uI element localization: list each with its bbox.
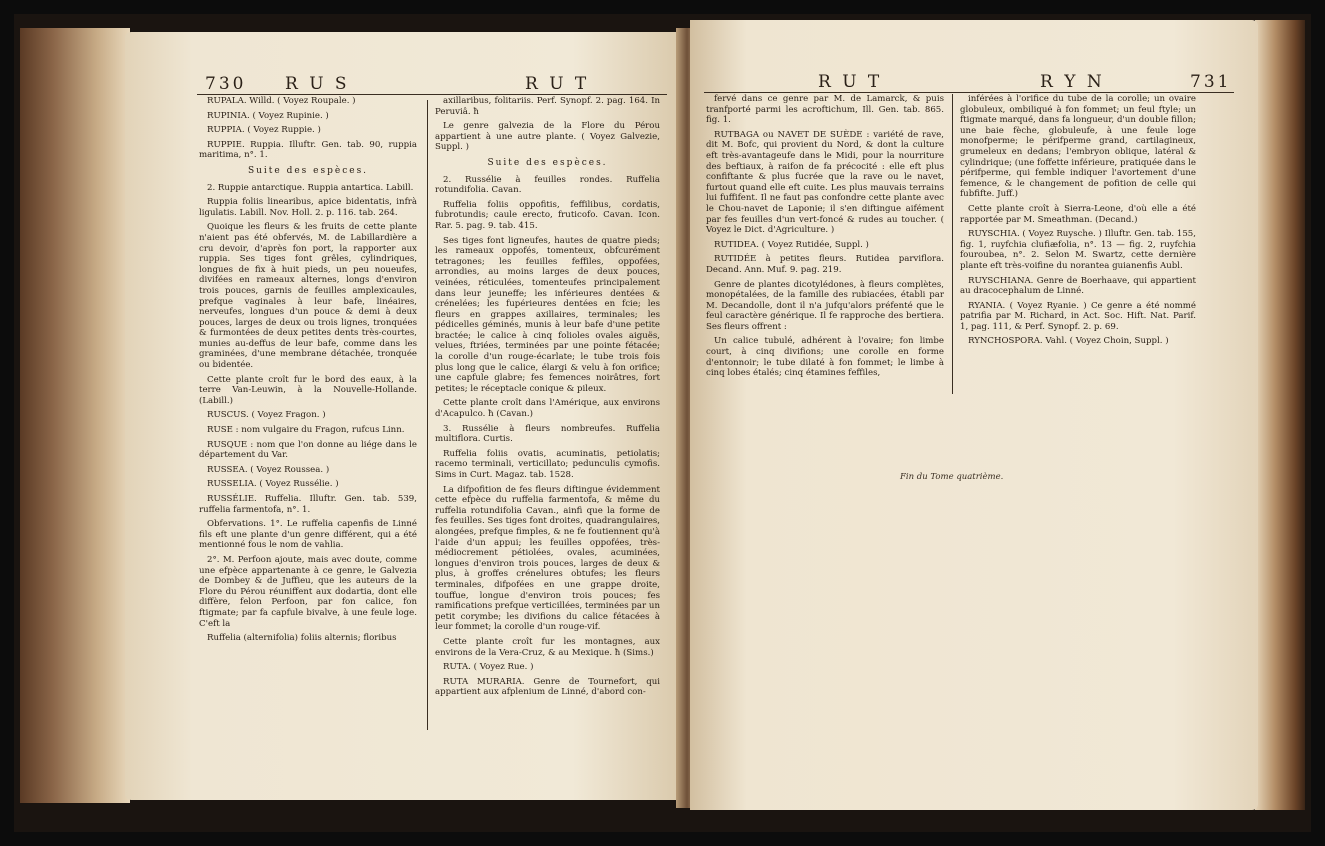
paragraph: RUSSELIA. ( Voyez Russélie. ) xyxy=(207,479,339,490)
right-page-edges xyxy=(1255,20,1305,810)
left-column-2 xyxy=(435,96,660,702)
paragraph: Genre de plantes dicotylédones, à fleurs complètes, monopétalées, de la famille des rubiacées, établi par M. Decandolle, dont il n'a jufqu'alors préfenté que le feul caractère générique. Il fe rapproche des bertiera. Ses fleurs offrent : xyxy=(706,279,944,332)
paragraph: 2°. M. Perfoon ajoute, mais avec doute, comme une efpèce appartenante à ce genre, le Galvezia de Dombey & de Juffieu, que les auteurs de la Flore du Pérou réuniffent aux dodartia, dont elle diffère, felon Perfoon, par fon calice, fon ftigmate; par fa capfule bivalve, à une feule loge. C'eft la xyxy=(199,554,417,629)
running-head-left-2: R U T xyxy=(525,74,590,94)
paragraph: RUPPIA. ( Voyez Ruppie. ) xyxy=(207,125,321,136)
paragraph: RUPALA. Willd. ( Voyez Roupale. ) xyxy=(207,96,356,106)
paragraph: RYANIA. ( Voyez Ryanie. ) Ce genre a été nommé patrifia par M. Richard, in Act. Soc. Hift. Nat. Parif. 1, pag. 111, & Perf. Synopf. 2. p. 69. xyxy=(960,300,1196,332)
paragraph: Un calice tubulé, adhérent à l'ovaire; fon limbe court, à cinq divifions; une corolle en forme d'entonnoir; le tube dilaté à fon fommet; le limbe à cinq lobes étalés; cinq étamines feffiles, xyxy=(706,336,944,379)
paragraph: RUTIDEA. ( Voyez Rutidée, Suppl. ) xyxy=(714,239,869,250)
paragraph: Ruffelia foliis ovatis, acuminatis, petiolatis; racemo terminali, verticillato; pedunculis cymofis. Sims in Curt. Magaz. tab. 1528. xyxy=(435,448,660,480)
paragraph: RUSQUE : nom que l'on donne au liége dans le département du Var. xyxy=(199,439,417,461)
paragraph: axillaribus, folitariis. Perf. Synopf. 2. pag. 164. In Peruviâ. ħ xyxy=(435,96,660,117)
column-divider-right xyxy=(952,94,953,394)
paragraph: Obfervations. 1°. Le ruffelia capenfis de Linné fils eft une plante d'un genre différent, qui a été mentionné fous le nom de vahlia. xyxy=(199,519,417,551)
paragraph: fervé dans ce genre par M. de Lamarck, & puis tranfporté parmi les acroftichum, Ill. Gen. tab. 865. fig. 1. xyxy=(706,94,944,126)
right-column-1 xyxy=(706,94,944,383)
paragraph: RUPINIA. ( Voyez Rupinie. ) xyxy=(207,110,329,121)
right-column-2 xyxy=(960,94,1196,351)
paragraph: RUSSEA. ( Voyez Roussea. ) xyxy=(207,464,330,475)
paragraph: RUSCUS. ( Voyez Fragon. ) xyxy=(207,410,326,421)
header-rule-right xyxy=(704,92,1234,93)
left-column-1 xyxy=(199,96,417,648)
paragraph: Cette plante croît dans l'Amérique, aux environs d'Acapulco. ħ (Cavan.) xyxy=(435,398,660,420)
header-rule-left xyxy=(197,94,667,95)
paragraph: RUSSÉLIE. Ruffelia. Illuftr. Gen. tab. 539, ruffelia farmentofa, n°. 1. xyxy=(199,494,417,515)
paragraph: RUSE : nom vulgaire du Fragon, rufcus Linn. xyxy=(207,425,405,436)
left-page-edges xyxy=(20,28,130,803)
paragraph: 3. Russélie à fleurs nombreufes. Ruffelia multiflora. Curtis. xyxy=(435,423,660,445)
paragraph: Ruffelia foliis oppofitis, feffilibus, cordatis, fubrotundis; caule erecto, fruticofo. Cavan. Icon. Rar. 5. pag. 9. tab. 415. xyxy=(435,199,660,231)
paragraph: Cette plante croît fur les montagnes, aux environs de la Vera-Cruz, & au Mexique. ħ (Sims.) xyxy=(435,636,660,658)
paragraph: Ses tiges font ligneufes, hautes de quatre pieds; les rameaux oppofés, tomenteux, obfcurément tetragones; les feuilles feffiles, oppofées, arrondies, au moins larges de deux pouces, veinées, réticulées, tomenteufes principalement dans leur jeuneffe; les inférieures dentées & crénelées; les fupérieures dentées en fcie; les fleurs en grappes axillaires, terminales; les pédicelles géminés, munis à leur bafe d'une petite bractée; le calice à cinq folioles ovales aiguës, velues, ftriées, terminées par une pointe fétacée; la corolle d'un rouge-écarlate; le tube trois fois plus long que le calice, élargi & velu à fon orifice; une capfule glabre; fes femences noirâtres, fort petites; le réceptacle conique & pileux. xyxy=(435,235,660,394)
section-heading: Suite des espèces. xyxy=(487,157,608,168)
paragraph: RUPPIE. Ruppia. Illuftr. Gen. tab. 90, ruppia maritima, n°. 1. xyxy=(199,139,417,161)
paragraph: 2. Russélie à feuilles rondes. Ruffelia rotundifolia. Cavan. xyxy=(435,174,660,196)
paragraph: inférées à l'orifice du tube de la corolle; un ovaire globuleux, ombiliqué à fon fommet; un feul ftyle; un ftigmate marqué, dans fa longueur, d'un double fillon; une baie fèche, globuleufe, à une feule loge monofperme; le périfperme grand, cartilagineux, grumeleux en dedans; l'embryon oblique, latéral & cylindrique; (une foffette inférieure, pratiquée dans le périfperme, qui femble indiquer l'avortement d'une femence, & le changement de pofition de celle qui fubfifte. Juff.) xyxy=(960,94,1197,200)
paragraph: Cette plante croît fur le bord des eaux, à la terre Van-Leuwin, à la Nouvelle-Hollande. (Labill.) xyxy=(199,374,417,406)
running-head-right-2: R Y N xyxy=(1040,72,1105,92)
end-of-volume-note: Fin du Tome quatrième. xyxy=(900,472,1004,482)
right-page xyxy=(690,20,1258,810)
paragraph: Le genre galvezia de la Flore du Pérou appartient à une autre plante. ( Voyez Galvezie, Suppl. ) xyxy=(435,121,660,153)
left-page xyxy=(125,32,685,800)
paragraph: RYNCHOSPORA. Vahl. ( Voyez Choin, Suppl. ) xyxy=(968,336,1169,347)
paragraph: Cette plante croît à Sierra-Leone, d'où elle a été rapportée par M. Smeathman. (Decand.) xyxy=(960,203,1196,225)
paragraph: RUTBAGA ou NAVET DE SUÈDE : variété de rave, dit M. Bofc, qui provient du Nord, & dont la culture eft très-avantageufe dans le Midi, pour la nourriture des beftiaux, à raifon de fa précocité : elle eft plus confiftante & plus fucrée que la rave ou le navet, furtout quand elle eft cuite. Les plus mauvais terrains lui fuffifent. Il ne faut pas confondre cette plante avec le Chou-navet de Laponie; il s'en diftingue aifément par fes feuilles d'un vert-foncé & rudes au toucher. ( Voyez le Dict. d'Agriculture. ) xyxy=(706,129,944,236)
paragraph: Ruppia foliis linearibus, apice bidentatis, infrà ligulatis. Labill. Nov. Holl. 2. p. 116. tab. 264. xyxy=(199,197,417,218)
paragraph: Quoique les fleurs & les fruits de cette plante n'aient pas été obfervés, M. de Labillardière a cru devoir, d'après fon port, la rapporter aux ruppia. Ses tiges font grêles, cylindriques, longues de fix à huit pieds, un peu noueufes, divifées en rameaux alternes, longs d'environ trois pouces, garnis de feuilles amplexicaules, prefque vaginales à leur bafe, linéaires, nerveufes, longues d'un pouce & demi à deux pouces, larges de deux ou trois lignes, tronquées & furmontées de deux petites dents très-courtes, munies au-deffus de leur bafe, comme dans les graminées, d'une membrane détachée, tronquée ou bidentée. xyxy=(199,222,417,371)
paragraph: 2. Ruppie antarctique. Ruppia antartica. Labill. xyxy=(207,182,414,193)
running-head-left-1: R U S xyxy=(285,74,350,94)
paragraph: RUYSCHIA. ( Voyez Ruysche. ) Illuftr. Gen. tab. 155, fig. 1, ruyfchia clufiæfolia, n°. 13 — fig. 2, ruyfchia fouroubea, n°. 2. Selon M. Swartz, cette dernière plante eft très-voifine du norantea guianenfis Aubl. xyxy=(960,229,1196,271)
running-head-right-1: R U T xyxy=(818,72,883,92)
page-number-left: 730 xyxy=(205,74,247,94)
paragraph: RUTA MURARIA. Genre de Tournefort, qui appartient aux afplenium de Linné, d'abord con- xyxy=(435,676,660,698)
page-number-right: 731 xyxy=(1190,72,1232,92)
paragraph: Ruffelia (alternifolia) foliis alternis; floribus xyxy=(207,633,397,644)
paragraph: RUTIDÉE à petites fleurs. Rutidea parviflora. Decand. Ann. Muf. 9. pag. 219. xyxy=(706,254,944,275)
paragraph: RUTA. ( Voyez Rue. ) xyxy=(443,662,534,673)
section-heading: Suite des espèces. xyxy=(247,165,369,176)
column-divider-left xyxy=(427,100,428,730)
paragraph: RUYSCHIANA. Genre de Boerhaave, qui appartient au dracocephalum de Linné. xyxy=(960,275,1196,297)
paragraph: La difpofition de fes fleurs diftingue évidemment cette efpèce du ruffelia farmentofa, & même du ruffelia rotundifolia Cavan., ainfi que la forme de fes feuilles. Ses tiges font droites, quadrangulaires, alongées, prefque fimples, & ne fe foutiennent qu'à l'aide d'un appui; les feuilles oppofées, très-médiocrement pétiolées, ovales, acuminées, longues d'environ trois pouces, larges de deux & plus, à groffes crénelures obtufes; les fleurs terminales, difpofées en une grappe droite, touffue, longue d'environ trois pouces; fes ramifications prefque verticillées, terminées par un petit corymbe; les divifions du calice fétacées à leur fommet; la corolle d'un rouge-vif. xyxy=(435,484,660,633)
